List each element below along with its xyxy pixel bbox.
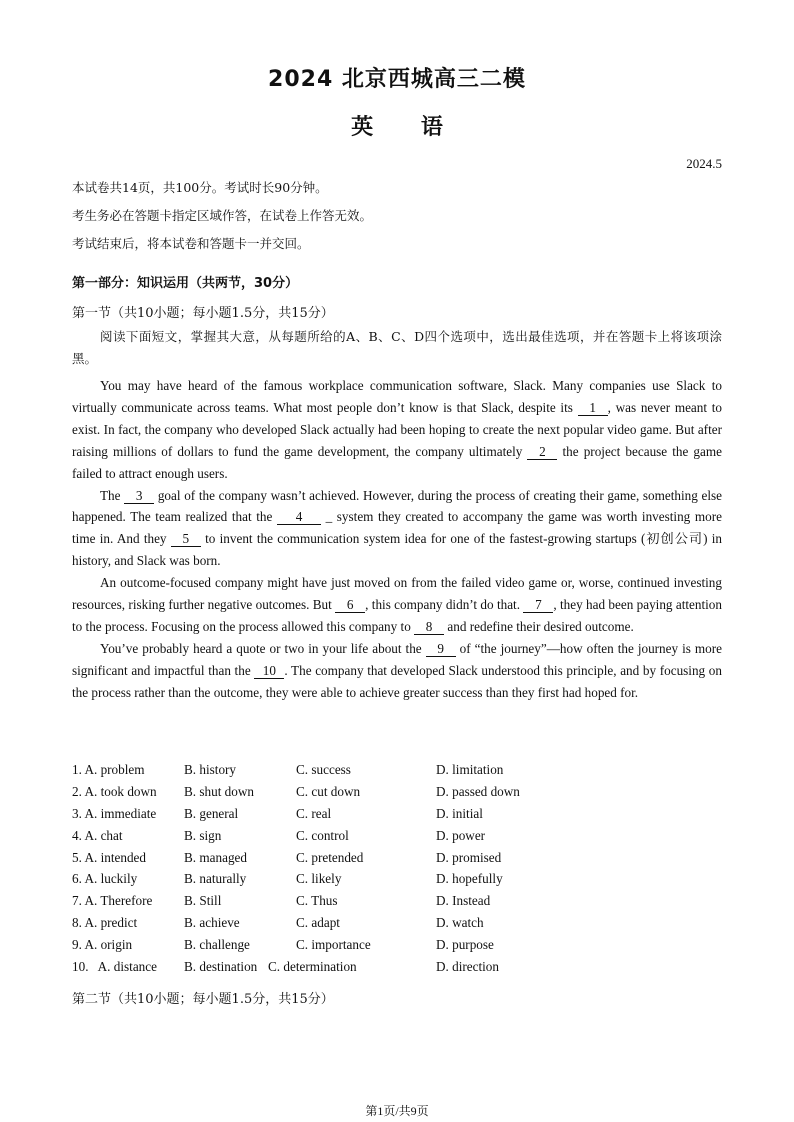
passage-text: to invent the communication system idea for one of the fastest-growing startups (初创公司) in history, and Slack was born.: [72, 531, 722, 569]
option-a: 9. A. origin: [72, 937, 133, 953]
passage-text: the project because the game failed to attract enough users.: [72, 443, 722, 481]
option-d: D. promised: [436, 849, 502, 865]
blank-3: 3: [124, 489, 154, 504]
option-c: C. pretended: [296, 849, 364, 865]
blank-1: 1: [578, 401, 608, 416]
option-b: B. achieve: [184, 915, 240, 931]
option-c: C. likely: [296, 871, 342, 887]
option-b: B. naturally: [184, 871, 247, 887]
passage-paragraph: [72, 485, 722, 573]
option-b: B. destination: [184, 959, 258, 975]
blank-2: 2: [527, 445, 557, 460]
option-c: C. cut down: [296, 783, 361, 799]
blank-4: 4: [277, 510, 321, 525]
passage-text: You may have heard of the famous workplace communication software, Slack. Many companies use Slack to virtually communicate across teams. What most people don’t know is that Slack, despite its: [72, 378, 722, 415]
part-heading: 第一部分：知识运用（共两节，30分）: [72, 276, 299, 291]
passage-text: An outcome-focused company might have just moved on from the failed video game or, worse, continued investing resources, risking further negative outcomes. But: [72, 575, 722, 613]
option-d: D. watch: [436, 915, 484, 931]
option-a: 6. A. luckily: [72, 871, 138, 887]
option-c: C. determination: [268, 959, 357, 975]
blank-6: 6: [335, 598, 365, 613]
option-c: C. importance: [296, 937, 371, 953]
option-a: 2. A. took down: [72, 783, 157, 799]
option-b: B. sign: [184, 827, 222, 843]
option-c: C. adapt: [296, 915, 340, 931]
blank-5: 5: [171, 532, 201, 547]
exam-note: 考试结束后，将本试卷和答题卡一并交回。: [72, 236, 310, 251]
passage-text: and redefine their desired outcome.: [444, 618, 634, 634]
option-d: D. passed down: [436, 783, 520, 799]
page-number: 第1页/共9页: [365, 1104, 429, 1118]
option-a: 1. A. problem: [72, 762, 145, 777]
option-d: D. initial: [436, 805, 483, 821]
option-a: 8. A. predict: [72, 915, 138, 931]
blank-8: 8: [414, 620, 444, 635]
blank-9: 9: [426, 642, 456, 657]
option-b: B. managed: [184, 849, 247, 865]
passage-paragraph: [72, 638, 722, 704]
exam-note: 考生务必在答题卡指定区域作答，在试卷上作答无效。: [72, 208, 373, 223]
page-title: 2024 北京西城高三二模: [268, 67, 526, 92]
section-heading: 第一节（共10小题；每小题1.5分，共15分）: [72, 306, 334, 321]
passage-text: goal of the company wasn’t achieved. However, during the process of creating their game, something else happened. The team realized that the: [72, 487, 722, 525]
passage-text: , they had been paying attention to the process. Focusing on the process allowed this company to: [72, 597, 722, 634]
passage-paragraph: [72, 572, 722, 638]
option-b: B. challenge: [184, 937, 250, 953]
option-d: D. power: [436, 827, 486, 843]
option-c: C. success: [296, 762, 351, 777]
passage-paragraph: [72, 375, 722, 485]
passage-text: You’ve probably heard a quote or two in your life about the: [100, 640, 426, 656]
passage-text: _ system they created to accompany the game was worth investing more time in. And they: [72, 509, 722, 547]
option-c: C. control: [296, 827, 349, 843]
option-c: C. Thus: [296, 893, 338, 909]
blank-7: 7: [523, 598, 553, 613]
reading-passage: [72, 375, 722, 704]
section-heading: 第二节（共10小题；每小题1.5分，共15分）: [72, 992, 334, 1007]
option-d: D. purpose: [436, 937, 494, 953]
option-b: B. general: [184, 805, 239, 821]
option-c: C. real: [296, 805, 332, 821]
option-b: B. history: [184, 762, 237, 777]
passage-text: of “the journey”—how often the journey is more significant and impactful than the: [72, 640, 722, 678]
option-d: D. direction: [436, 959, 499, 975]
exam-date: 2024.5: [686, 156, 722, 171]
passage-text: The: [100, 487, 125, 503]
option-d: D. limitation: [436, 762, 504, 777]
option-b: B. shut down: [184, 783, 254, 799]
blank-10: 10: [254, 664, 284, 679]
exam-note: 本试卷共14页，共100分。考试时长90分钟。: [72, 180, 328, 195]
option-a: 7. A. Therefore: [72, 893, 153, 909]
option-a: 5. A. intended: [72, 849, 146, 865]
option-a: 4. A. chat: [72, 827, 123, 843]
section-instruction: 阅读下面短文，掌握其大意，从每题所给的A、B、C、D四个选项中，选出最佳选项，并在答题卡上将该项涂黑。: [72, 329, 722, 366]
passage-text: , this company didn’t do that.: [365, 597, 524, 613]
option-d: D. Instead: [436, 893, 491, 909]
option-b: B. Still: [184, 893, 222, 909]
option-a: 10. A. distance: [72, 959, 157, 975]
passage-text: . The company that developed Slack understood this principle, and by focusing on the process rather than the outcome, they were able to achieve greater success than they first had hoped for.: [72, 662, 722, 700]
option-d: D. hopefully: [436, 871, 503, 887]
passage-text: , was never meant to exist. In fact, the company who developed Slack actually had been hoping to create the next popular video game. But after raising millions of dollars to fund the game development, the company ultimately: [72, 399, 722, 459]
subject-title: 英 语: [351, 115, 443, 140]
option-a: 3. A. immediate: [72, 805, 157, 821]
